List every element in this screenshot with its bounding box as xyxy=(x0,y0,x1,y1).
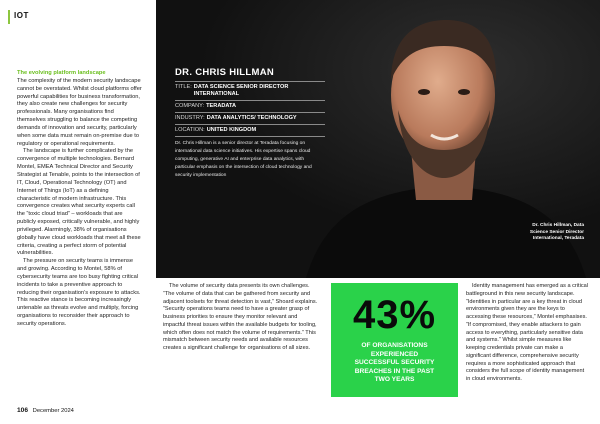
profile-box xyxy=(175,67,325,180)
page-number: 106 xyxy=(17,407,29,414)
right-article-column xyxy=(466,283,589,384)
profile-company: TERADATA xyxy=(206,103,237,109)
paragraph: The volume of security data presents its own challenges. “The volume of data that can be gathered from security and adjacent toolsets for threat detection is vast,” Shoard explains. “Security operations teams need to have a greater grasp of business priorities to ensure they monitor relevant and impactful threat issues within the available budgets for tooling, which often does not match the volume of requirements.” This mismatch between security needs and available resources creates a significant challenge for organisations of all sizes. xyxy=(163,283,318,351)
profile-name: DR. CHRIS HILLMAN xyxy=(175,67,275,78)
paragraph: The complexity of the modern security landscape cannot be overstated. Whilst cloud platforms offer powerful capabilities for business transformation, they also create new challenges for security professionals. Many organisations find themselves struggling to balance the competing demands of innovation and security, particularly when some data must remain on-premise due to regulatory or operational requirements. xyxy=(17,77,142,147)
subheading: The evolving platform landscape xyxy=(17,70,106,76)
stat-callout xyxy=(331,283,458,397)
stat-value: 43% xyxy=(352,293,437,337)
paragraph: Identity management has emerged as a critical battleground in this new security landscape. “Identities in particular are a key threat in cloud environments given they are the keys to accessing these resources,” Montel emphasises. “If compromised, they enable attackers to gain access to everything, particularly sensitive data and systems.” Whilst simple measures like keeping credentials private can make a significant difference, comprehensive security requires a more sophisticated approach that considers the full scope of identity management in cloud environments. xyxy=(466,283,588,382)
profile-industry: DATA ANALYTICS/ TECHNOLOGY xyxy=(206,115,297,121)
photo-caption: Dr. Chris Hillman, Data Science Senior Director International, Teradata xyxy=(529,223,584,242)
stat-description: OF ORGANISATIONS EXPERIENCED SUCCESSFUL SECURITY BREACHES IN THE PAST TWO YEARS xyxy=(354,342,435,384)
left-article-column xyxy=(17,70,143,329)
section-marker xyxy=(8,10,10,24)
page-footer xyxy=(17,407,74,414)
profile-bio: Dr. Chris Hillman is a senior director at Teradata focusing on international data science initiatives. His expertise spans cloud computing, generative AI and enterprise data analytics, with particular emphasis on the intersection of cloud technology and security implementation xyxy=(175,136,325,180)
profile-company-row: COMPANY: TERADATA xyxy=(175,100,325,110)
paragraph: The landscape is further complicated by the convergence of multiple technologies. Bernard Montel, EMEA Technical Director and Security Strategist at Tenable, points to the intersection of IT, Cloud, Operational Technology (OT) and Internet of Things (IoT) as a defining characteristic of modern infrastructure. This convergence creates what security experts call the “toxic cloud triad” – workloads that are publicly exposed, critically vulnerable, and highly privileged. Alarmingly, 38% of organisations globally have cloud workloads that meet all these criteria, creating a perfect storm of potential vulnerabilities. xyxy=(17,148,141,257)
paragraph: The pressure on security teams is immense and growing. According to Montel, 58% of cybersecurity teams are too busy fighting critical incidents to take a preventive approach to reducing their organisation’s exposure to attacks. This reactive stance is becoming increasingly untenable as threats evolve and multiply, forcing organisations to reconsider their approach to security operations. xyxy=(17,258,141,327)
issue-date: December 2024 xyxy=(32,408,74,414)
middle-article-column xyxy=(163,283,318,353)
profile-location: UNITED KINGDOM xyxy=(206,127,257,133)
section-label: IOT xyxy=(14,11,29,20)
profile-industry-row: INDUSTRY: DATA ANALYTICS/ TECHNOLOGY xyxy=(175,112,325,122)
profile-location-row: LOCATION: UNITED KINGDOM xyxy=(175,124,325,134)
profile-title-row: TITLE: DATA SCIENCE SENIOR DIRECTOR INTERNATIONAL xyxy=(175,81,325,98)
profile-title: DATA SCIENCE SENIOR DIRECTOR INTERNATIONAL xyxy=(193,84,289,97)
